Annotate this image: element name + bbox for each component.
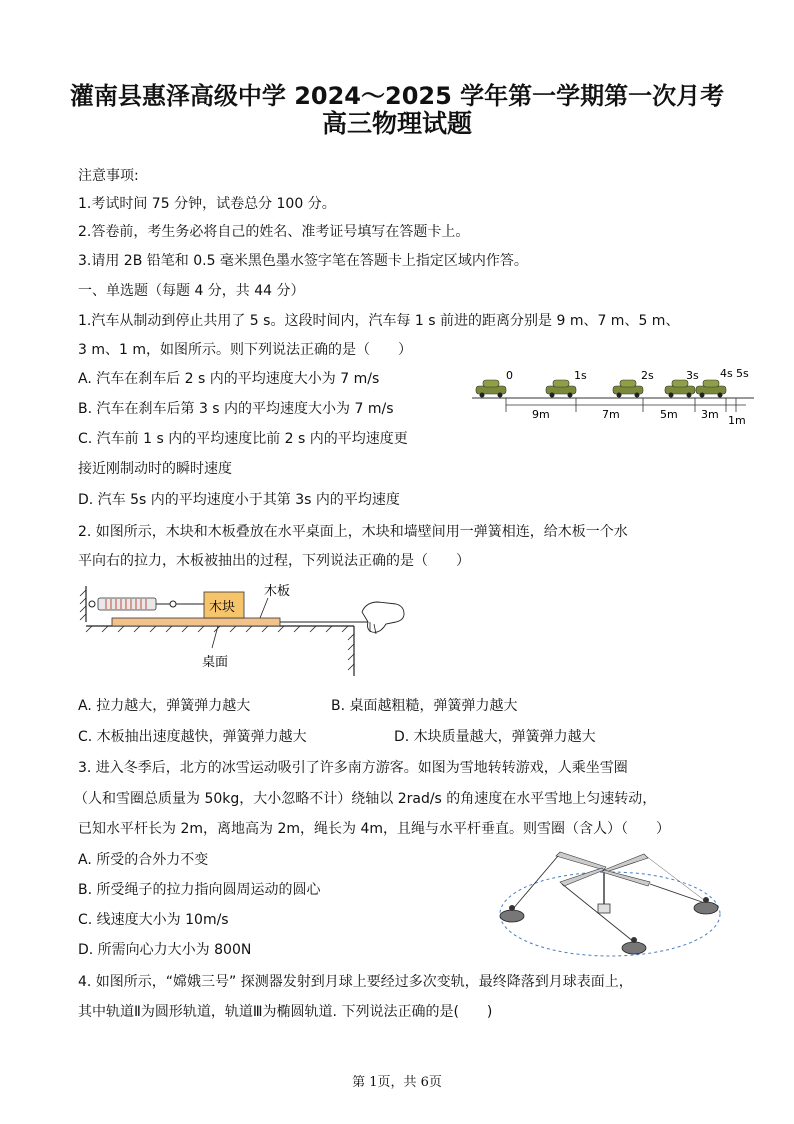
q2-option-a: A. 拉力越大，弹簧弹力越大 <box>78 698 251 714</box>
board-label: 木板 <box>264 584 291 599</box>
distance-label: 3m <box>701 408 719 421</box>
car-icon <box>696 380 726 398</box>
q1-option-a: A. 汽车在刹车后 2 s 内的平均速度大小为 7 m/s <box>78 371 380 387</box>
q1-option-c-line2: 接近刚制动时的瞬时速度 <box>78 461 232 477</box>
distance-label: 9m <box>532 408 550 421</box>
time-label: 5s <box>736 367 749 380</box>
snow-ring-icon <box>500 905 524 922</box>
q3-snow-ring-figure <box>494 850 726 962</box>
q3-option-d: D. 所需向心力大小为 800N <box>78 942 252 958</box>
time-label: 3s <box>686 369 699 382</box>
q1-option-d: D. 汽车 5s 内的平均速度小于其第 3s 内的平均速度 <box>78 492 400 508</box>
q3-stem-line2: （人和雪圈总质量为 50kg，大小忽略不计）绕轴以 2rad/s 的角速度在水平雪地上匀速转动， <box>74 791 657 807</box>
board <box>112 618 280 626</box>
page-number: 第 1页，共 6页 <box>352 1075 442 1090</box>
car-icon <box>546 380 576 398</box>
snow-ring-icon <box>622 937 646 954</box>
q2-option-b: B. 桌面越粗糙，弹簧弹力越大 <box>331 698 518 714</box>
hand-icon <box>362 602 404 634</box>
block-label: 木块 <box>209 600 236 615</box>
section-heading: 一、单选题（每题 4 分，共 44 分） <box>78 283 305 299</box>
q1-stem-line2: 3 m、1 m，如图所示。则下列说法正确的是（ ） <box>78 342 412 358</box>
car-icon <box>665 380 695 398</box>
distance-label: 1m <box>728 414 746 426</box>
q3-option-a: A. 所受的合外力不变 <box>78 852 209 868</box>
note-item-3: 3.请用 2B 铅笔和 0.5 毫米黑色墨水签字笔在答题卡上指定区域内作答。 <box>78 253 528 269</box>
time-label: 0 <box>506 369 513 382</box>
table-label: 桌面 <box>202 655 229 670</box>
q2-option-c: C. 木板抽出速度越快，弹簧弹力越大 <box>78 729 307 745</box>
q1-option-c-line1: C. 汽车前 1 s 内的平均速度比前 2 s 内的平均速度更 <box>78 431 408 447</box>
q1-car-figure <box>470 364 760 426</box>
car-icon <box>476 380 506 398</box>
q1-stem-line1: 1.汽车从制动到停止共用了 5 s。这段时间内，汽车每 1 s 前进的距离分别是 9 m、7 m、5 m、 <box>78 313 680 329</box>
exam-title: 灌南县惠泽高级中学 2024～2025 学年第一学期第一次月考 <box>69 82 725 110</box>
q3-option-c: C. 线速度大小为 10m/s <box>78 912 229 928</box>
notes-heading: 注意事项: <box>78 168 139 184</box>
q3-option-b: B. 所受绳子的拉力指向圆周运动的圆心 <box>78 882 321 898</box>
note-item-2: 2.答卷前，考生务必将自己的姓名、准考证号填写在答题卡上。 <box>78 224 470 240</box>
q2-stem-line2: 平向右的拉力，木板被抽出的过程，下列说法正确的是（ ） <box>78 553 470 569</box>
time-label: 1s <box>574 369 587 382</box>
subject-title: 高三物理试题 <box>321 109 472 138</box>
car-icon <box>613 380 643 398</box>
q3-stem-line1: 3. 进入冬季后，北方的冰雪运动吸引了许多南方游客。如图为雪地转转游戏，人乘坐雪圈 <box>78 760 628 776</box>
time-label: 2s <box>641 369 654 382</box>
snow-ring-icon <box>694 897 718 914</box>
q4-stem-line1: 4. 如图所示，“嫦娥三号” 探测器发射到月球上要经过多次变轨，最终降落到月球表面上， <box>78 974 633 990</box>
q2-spring-figure <box>78 578 418 678</box>
q2-option-d: D. 木块质量越大，弹簧弹力越大 <box>394 729 596 745</box>
time-label: 4s <box>720 367 733 380</box>
q4-stem-line2: 其中轨道Ⅱ为圆形轨道，轨道Ⅲ为椭圆轨道. 下列说法正确的是( ) <box>78 1004 493 1020</box>
q3-stem-line3: 已知水平杆长为 2m，离地高为 2m，绳长为 4m，且绳与水平杆垂直。则雪圈（含人）（ ） <box>78 821 670 837</box>
q1-option-b: B. 汽车在刹车后第 3 s 内的平均速度大小为 7 m/s <box>78 401 394 417</box>
distance-label: 5m <box>660 408 678 421</box>
note-item-1: 1.考试时间 75 分钟，试卷总分 100 分。 <box>78 196 336 212</box>
spring-scale <box>98 598 156 610</box>
distance-label: 7m <box>602 408 620 421</box>
q2-stem-line1: 2. 如图所示，木块和木板叠放在水平桌面上，木块和墙壁间用一弹簧相连，给木板一个水 <box>78 524 628 540</box>
